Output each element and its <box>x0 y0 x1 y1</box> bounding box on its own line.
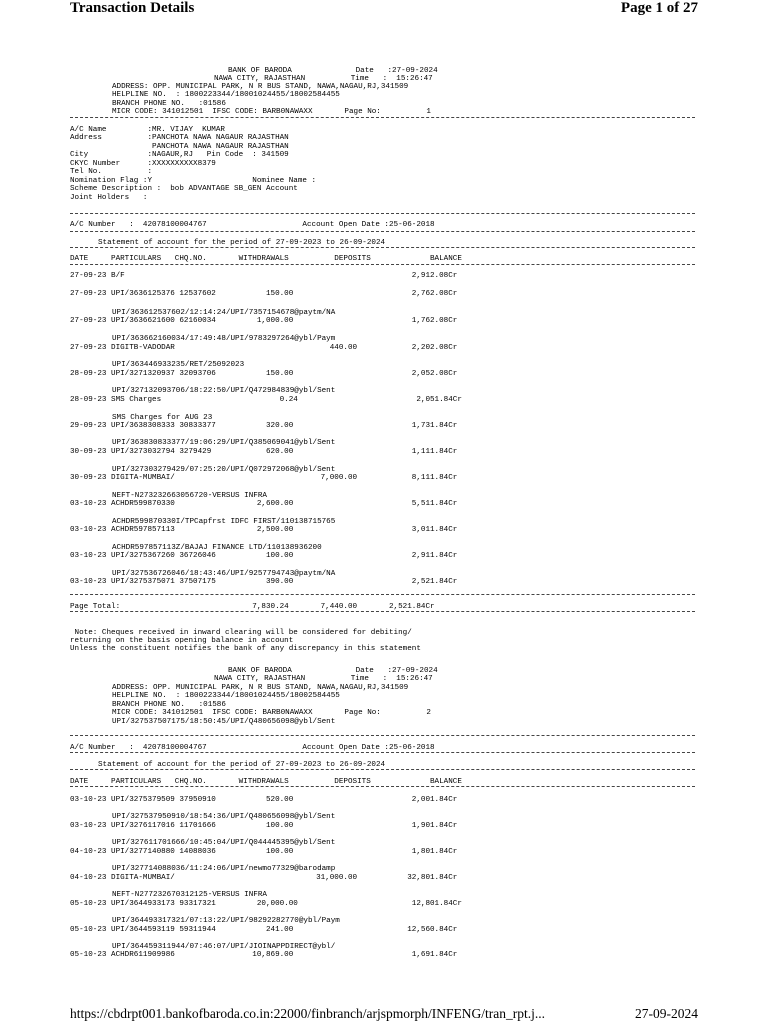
statement-line: UPI/327537507175/18:50:45/UPI/Q480656098@ybl/Sent <box>112 718 336 726</box>
statement-line: HELPLINE NO. : 1800223344/18001024455/18002584455 <box>112 692 340 700</box>
statement-line: 03-10-23 UPI/3275379509 37950910 520.00 2,001.84Cr <box>70 796 458 804</box>
statement-line: BRANCH PHONE NO. :01586 <box>112 100 226 108</box>
statement-line: ADDRESS: OPP. MUNICIPAL PARK, N R BUS STAND, NAWA,NAGAU,RJ,341509 <box>112 684 409 692</box>
statement-line: 27-09-23 DIGITB-VADODAR 440.00 2,202.08Cr <box>70 344 458 352</box>
page-title: Transaction Details <box>70 0 195 16</box>
statement-line: NAWA CITY, RAJASTHAN Time : 15:26:47 <box>214 75 433 83</box>
statement-line: A/C Number : 42078100004767 Account Open Date :25-06-2018 <box>70 221 435 229</box>
footer-date: 27-09-2024 <box>635 1006 698 1021</box>
statement-line: Page Total: 7,830.24 7,440.00 2,521.84Cr <box>70 603 435 611</box>
statement-line: Nomination Flag :Y Nominee Name : <box>70 177 317 185</box>
footer-url[interactable]: https://cbdrpt001.bankofbaroda.co.in:22000/finbranch/arjspmorph/INFENG/tran_rpt.j... <box>70 1006 546 1021</box>
statement-line: A/C Number : 42078100004767 Account Open Date :25-06-2018 <box>70 744 435 752</box>
statement-line: UPI/364493317321/07:13:22/UPI/98292282770@ybl/Paym <box>112 917 340 925</box>
statement-line: ACHDR599870330I/TPCapfrst IDFC FIRST/110138715765 <box>112 518 336 526</box>
statement-line: 03-10-23 UPI/3275367260 36726046 100.00 2,911.84Cr <box>70 552 458 560</box>
statement-line: 03-10-23 ACHDR597857113 2,500.00 3,011.84Cr <box>70 526 458 534</box>
statement-line: Scheme Description : bob ADVANTAGE SB_GEN Account <box>70 185 298 193</box>
statement-line: DATE PARTICULARS CHQ.NO. WITHDRAWALS DEPOSITS BALANCE <box>70 255 462 263</box>
dashed-separator <box>70 213 695 214</box>
statement-line: BANK OF BARODA Date :27-09-2024 <box>228 667 438 675</box>
statement-line: UPI/327536726046/18:43:46/UPI/9257794743@paytm/NA <box>112 570 336 578</box>
statement-line: returning on the basis opening balance in account <box>70 637 294 645</box>
statement-line: 05-10-23 UPI/3644593119 59311944 241.00 12,560.84Cr <box>70 926 458 934</box>
statement-line: PANCHOTA NAWA NAGAUR RAJASTHAN <box>70 143 289 151</box>
dashed-separator <box>70 769 695 770</box>
statement-line: UPI/363446933235/RET/25092023 <box>112 361 245 369</box>
statement-line: Unless the constituent notifies the bank of any discrepancy in this statement <box>70 645 421 653</box>
statement-line: Address :PANCHOTA NAWA NAGAUR RAJASTHAN <box>70 134 289 142</box>
statement-line: UPI/363612537602/12:14:24/UPI/7357154678@paytm/NA <box>112 309 336 317</box>
statement-line: ADDRESS: OPP. MUNICIPAL PARK, N R BUS STAND, NAWA,NAGAU,RJ,341509 <box>112 83 409 91</box>
statement-line: BANK OF BARODA Date :27-09-2024 <box>228 67 438 75</box>
statement-line: SMS Charges for AUG 23 <box>112 414 213 422</box>
statement-line: UPI/327714088036/11:24:06/UPI/newmo77329@barodamp <box>112 865 336 873</box>
statement-line: 30-09-23 UPI/3273032794 3279429 620.00 1,111.84Cr <box>70 448 458 456</box>
statement-line: City :NAGAUR,RJ Pin Code : 341509 <box>70 151 289 159</box>
statement-line: Joint Holders : <box>70 194 148 202</box>
statement-line: NEFT-N277232670312125-VERSUS INFRA <box>112 891 267 899</box>
statement-line: A/C Name :MR. VIJAY KUMAR <box>70 126 225 134</box>
dashed-separator <box>70 786 695 787</box>
statement-line: NEFT-N273232663056720-VERSUS INFRA <box>112 492 267 500</box>
statement-line: 03-10-23 ACHDR599870330 2,600.00 5,511.84Cr <box>70 500 458 508</box>
statement-line: 28-09-23 UPI/3271320937 32093706 150.00 2,052.08Cr <box>70 370 458 378</box>
statement-line: BRANCH PHONE NO. :01586 <box>112 701 226 709</box>
statement-line: 27-09-23 B/F 2,912.08Cr <box>70 272 458 280</box>
statement-line: UPI/364459311944/07:46:07/UPI/JIOINAPPDIRECT@ybl/ <box>112 943 336 951</box>
statement-line: 29-09-23 UPI/3638308333 30833377 320.00 1,731.84Cr <box>70 422 458 430</box>
statement-line: 05-10-23 ACHDR611909986 10,869.00 1,691.84Cr <box>70 951 458 959</box>
statement-line: UPI/327132093706/18:22:50/UPI/Q472984839@ybl/Sent <box>112 387 336 395</box>
statement-line: Statement of account for the period of 27-09-2023 to 26-09-2024 <box>98 239 386 247</box>
statement-line: MICR CODE: 341012501 IFSC CODE: BARB0NAWAXX Page No: 2 <box>112 709 431 717</box>
dashed-separator <box>70 752 695 753</box>
statement-line: 05-10-23 UPI/3644933173 93317321 20,000.00 12,801.84Cr <box>70 900 462 908</box>
statement-line: UPI/363662160034/17:49:48/UPI/9783297264@ybl/Paym <box>112 335 336 343</box>
statement-line: UPI/363830833377/19:06:29/UPI/Q385069041@ybl/Sent <box>112 439 336 447</box>
statement-line: 04-10-23 DIGITA-MUMBAI/ 31,000.00 32,801.84Cr <box>70 874 458 882</box>
statement-line: NAWA CITY, RAJASTHAN Time : 15:26:47 <box>214 675 433 683</box>
statement-line: UPI/327611701666/10:45:04/UPI/Q044445395@ybl/Sent <box>112 839 336 847</box>
dashed-separator <box>70 264 695 265</box>
page-indicator: Page 1 of 27 <box>620 0 698 16</box>
statement-line: 04-10-23 UPI/3277140880 14088036 100.00 1,801.84Cr <box>70 848 458 856</box>
statement-line: Tel No. : <box>70 168 153 176</box>
statement-line: Statement of account for the period of 27-09-2023 to 26-09-2024 <box>98 761 386 769</box>
statement-line: ACHDR597857113Z/BAJAJ FINANCE LTD/110138936200 <box>112 544 322 552</box>
dashed-separator <box>70 735 695 736</box>
statement-line: 03-10-23 UPI/3275375071 37507175 390.00 2,521.84Cr <box>70 578 458 586</box>
statement-line: UPI/327537950910/18:54:36/UPI/Q480656098@ybl/Sent <box>112 813 336 821</box>
statement-line: DATE PARTICULARS CHQ.NO. WITHDRAWALS DEPOSITS BALANCE <box>70 778 462 786</box>
dashed-separator <box>70 611 695 612</box>
statement-line: 27-09-23 UPI/3636125376 12537602 150.00 2,762.08Cr <box>70 290 458 298</box>
statement-line: 30-09-23 DIGITA-MUMBAI/ 7,000.00 8,111.84Cr <box>70 474 458 482</box>
dashed-separator <box>70 231 695 232</box>
statement-line: 03-10-23 UPI/3276117016 11701666 100.00 1,901.84Cr <box>70 822 458 830</box>
statement-line: HELPLINE NO. : 1800223344/18001024455/18002584455 <box>112 91 340 99</box>
statement-line: 27-09-23 UPI/3636621600 62160034 1,000.00 1,762.08Cr <box>70 317 458 325</box>
statement-line: CKYC Number :XXXXXXXXXX8379 <box>70 160 216 168</box>
statement-line: 28-09-23 SMS Charges 0.24 2,051.84Cr <box>70 396 462 404</box>
statement-line: MICR CODE: 341012501 IFSC CODE: BARB0NAWAXX Page No: 1 <box>112 108 431 116</box>
dashed-separator <box>70 117 695 118</box>
dashed-separator <box>70 247 695 248</box>
statement-line: Note: Cheques received in inward clearing will be considered for debiting/ <box>70 629 412 637</box>
statement-line: UPI/327303279429/07:25:20/UPI/Q072972068@ybl/Sent <box>112 466 336 474</box>
dashed-separator <box>70 594 695 595</box>
